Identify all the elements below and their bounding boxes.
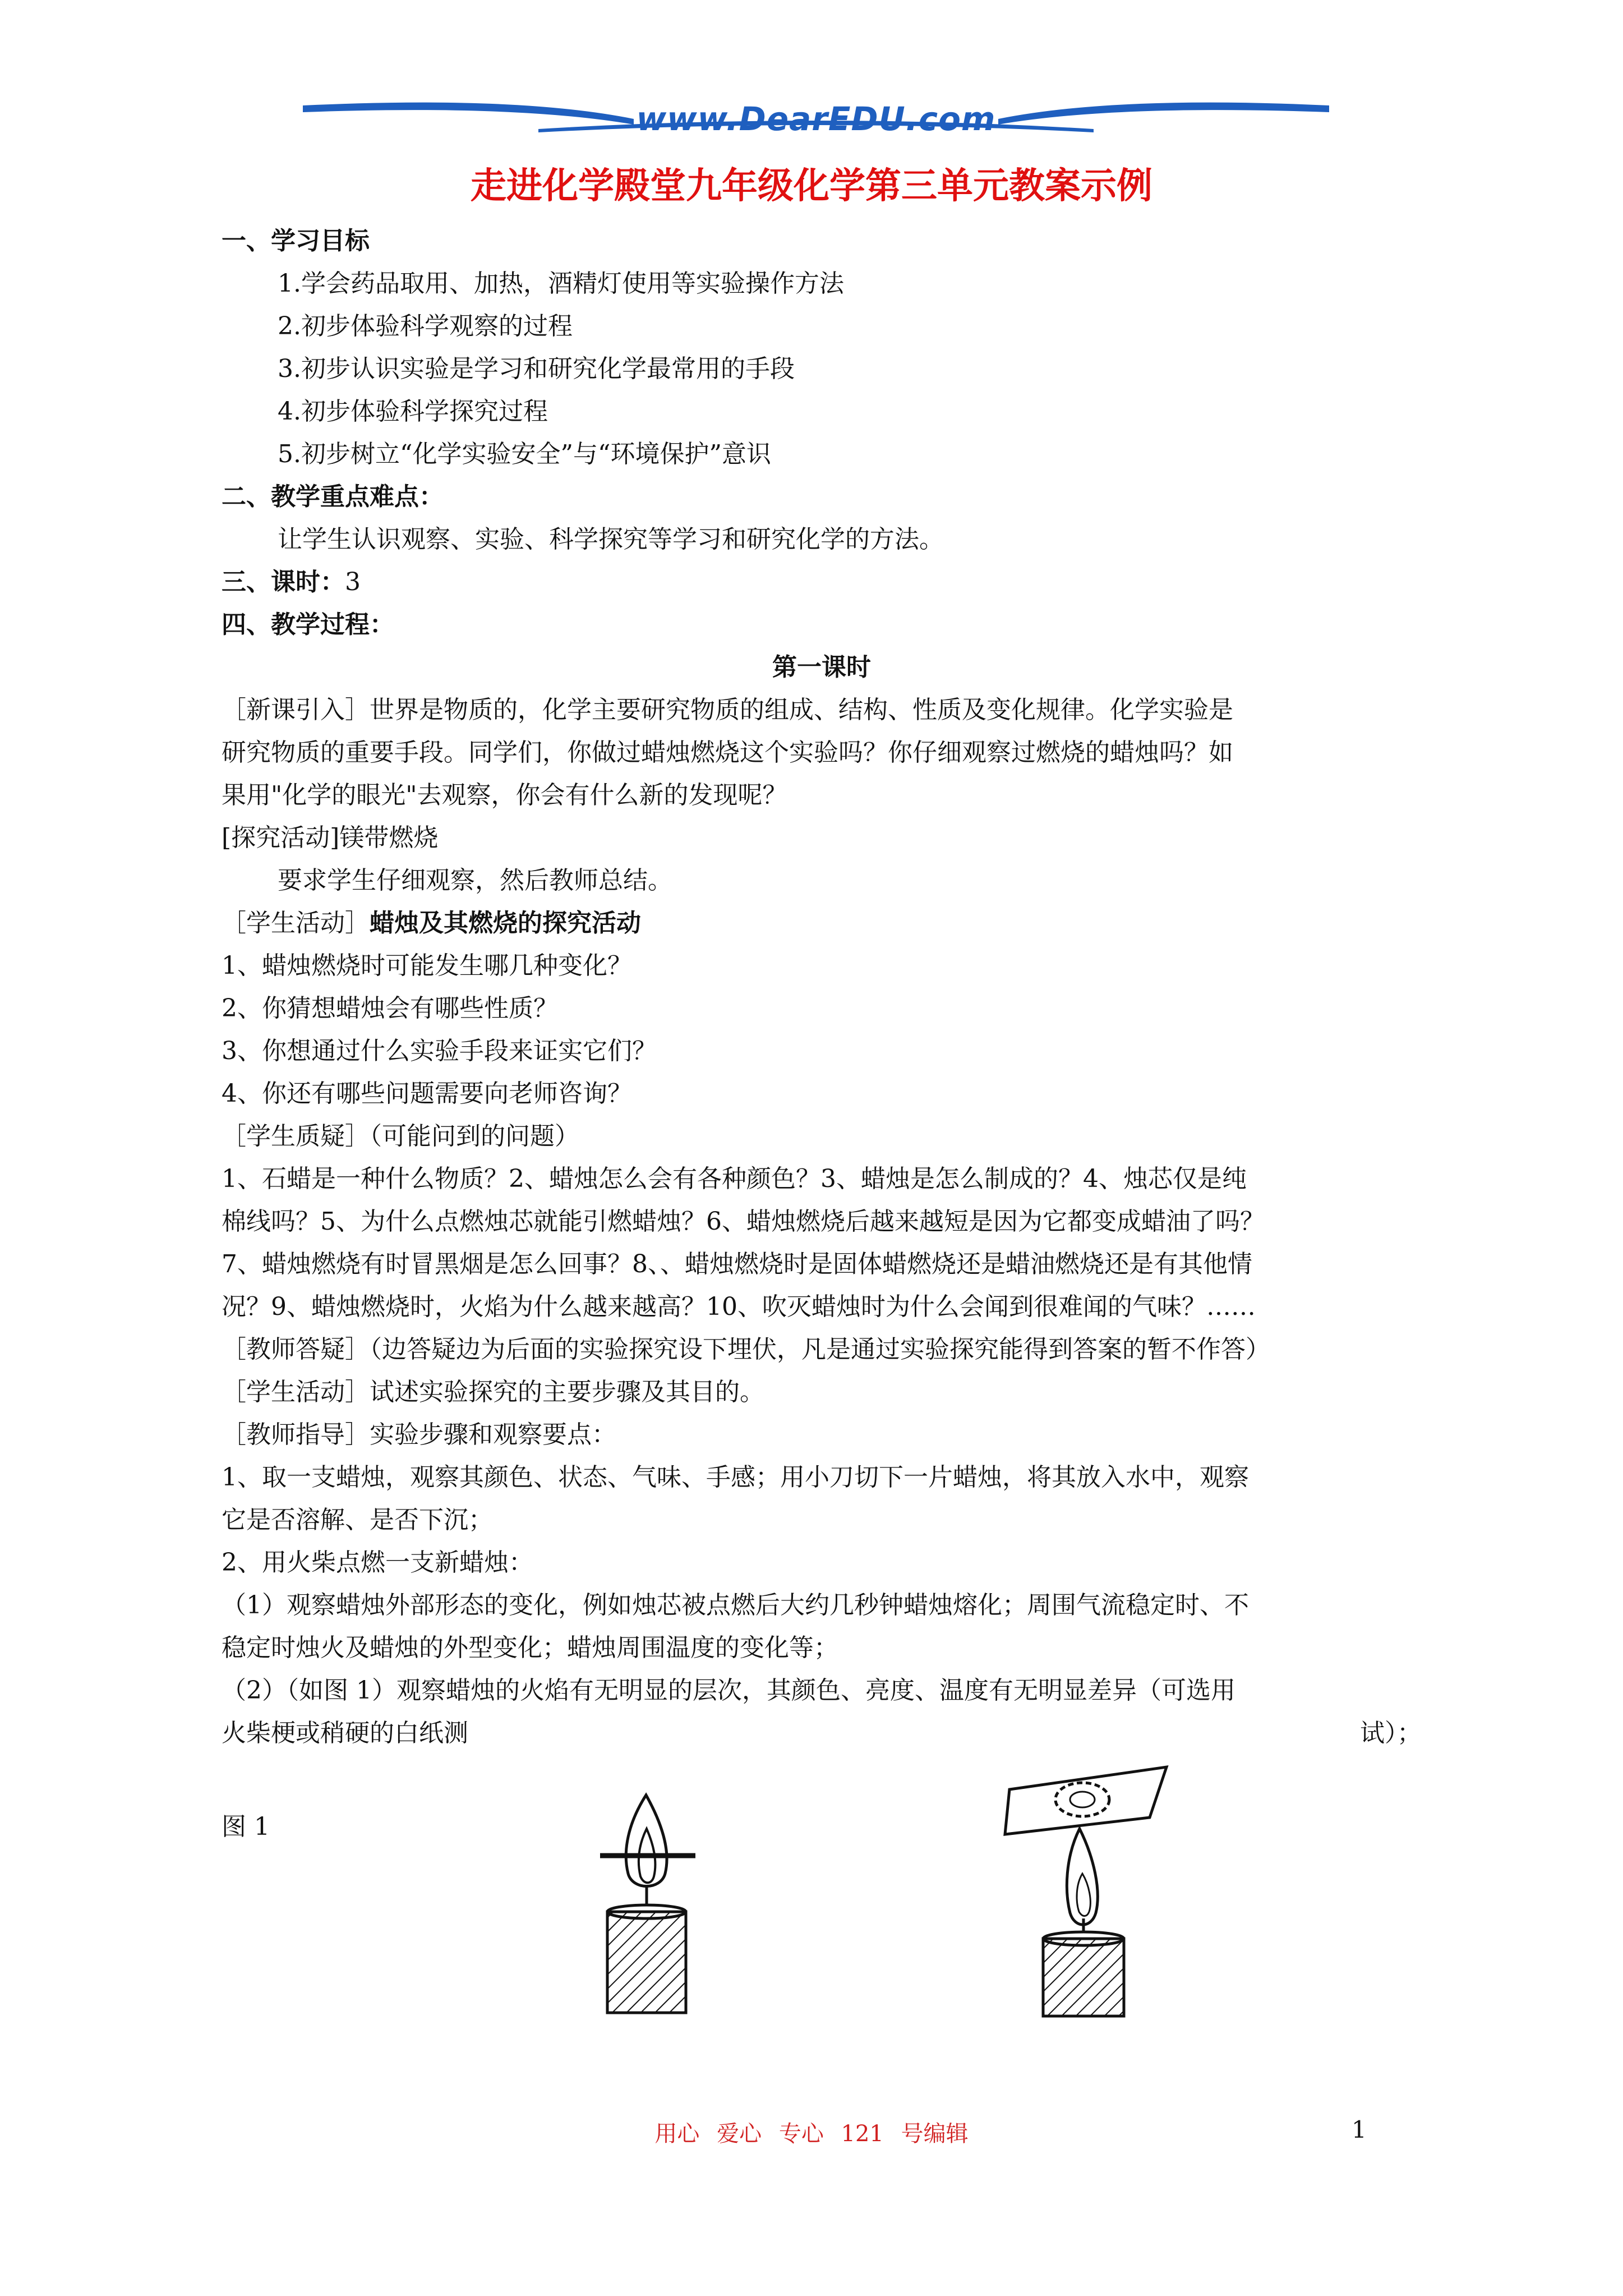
- explore-activity: [探究活动]镁带燃烧: [222, 823, 439, 852]
- candle-with-paper-illustration: [998, 1750, 1178, 2022]
- step-line: 它是否溶解、是否下沉；: [222, 1506, 493, 1534]
- student-activity-topic: 蜡烛及其燃烧的探究活动: [370, 909, 641, 937]
- objective-item: 1.学会药品取用、加热，酒精灯使用等实验操作方法: [278, 269, 844, 298]
- candle-with-matchstick-illustration: [583, 1784, 712, 2022]
- objective-item: 2.初步体验科学观察的过程: [278, 312, 573, 341]
- objective-item: 4.初步体验科学探究过程: [278, 397, 548, 426]
- step-line-left: 火柴梗或稍硬的白纸测: [222, 1719, 468, 1747]
- explore-detail: 要求学生仔细观察，然后教师总结。: [278, 866, 672, 895]
- question-item: 1、蜡烛燃烧时可能发生哪几种变化？: [222, 951, 632, 980]
- question-item: 2、你猜想蜡烛会有哪些性质？: [222, 994, 558, 1023]
- step-line-split: [222, 1712, 1422, 1755]
- student-doubt: ［学生质疑］（可能问到的问题）: [222, 1122, 579, 1151]
- key-points-text: 让学生认识观察、实验、科学探究等学习和研究化学的方法。: [278, 525, 944, 554]
- site-banner: [303, 90, 1329, 157]
- page-footer: 用心 爱心 专心 121 号编辑: [654, 2121, 969, 2147]
- question-item: 4、你还有哪些问题需要向老师咨询？: [222, 1079, 632, 1108]
- objective-item: 5.初步树立“化学实验安全”与“环境保护”意识: [278, 440, 771, 468]
- lesson-title: 第一课时: [772, 653, 871, 682]
- section-heading-key-points: 二、教学重点难点：: [222, 482, 444, 511]
- teacher-guide: ［教师指导］实验步骤和观察要点：: [222, 1420, 616, 1449]
- student-activity: [222, 902, 1422, 945]
- teacher-answer: ［教师答疑］（边答疑边为后面的实验探究设下埋伏，凡是通过实验探究能得到答案的暂不作答）: [222, 1335, 1270, 1364]
- student-activity-2: ［学生活动］试述实验探究的主要步骤及其目的。: [222, 1378, 764, 1406]
- step-line: 稳定时烛火及蜡烛的外型变化；蜡烛周围温度的变化等；: [222, 1634, 838, 1662]
- step-line: 1、取一支蜡烛，观察其颜色、状态、气味、手感；用小刀切下一片蜡烛，将其放入水中，观察: [222, 1463, 1249, 1492]
- step-line: （1）观察蜡烛外部形态的变化，例如烛芯被点燃后大约几秒钟蜡烛熔化；周围气流稳定时、不: [222, 1591, 1249, 1619]
- figure-label: 图 1: [222, 1812, 270, 1841]
- student-activity-prefix: ［学生活动］: [222, 909, 370, 937]
- step-line: 2、用火柴点燃一支新蜡烛：: [222, 1548, 533, 1577]
- doubt-line: 7、蜡烛燃烧有时冒黑烟是怎么回事？8、、蜡烛燃烧时是固体蜡燃烧还是蜡油燃烧还是有其他情: [222, 1250, 1252, 1278]
- section-heading-class-hours: 三、课时：: [222, 568, 345, 596]
- page-number: 1: [1352, 2116, 1367, 2143]
- doubt-line: 况？9、蜡烛燃烧时，火焰为什么越来越高？10、吹灭蜡烛时为什么会闻到很难闻的气味？……: [222, 1292, 1256, 1321]
- intro-line: ［新课引入］世界是物质的，化学主要研究物质的组成、结构、性质及变化规律。化学实验是: [222, 696, 1233, 724]
- document-title: 走进化学殿堂九年级化学第三单元教案示例: [471, 165, 1152, 207]
- intro-line: 果用"化学的眼光"去观察，你会有什么新的发现呢？: [222, 781, 787, 809]
- step-line: （2）（如图 1）观察蜡烛的火焰有无明显的层次，其颜色、亮度、温度有无明显差异（可选用: [222, 1676, 1235, 1705]
- objective-item: 3.初步认识实验是学习和研究化学最常用的手段: [278, 355, 795, 383]
- section-class-hours: [222, 561, 1422, 604]
- intro-line: 研究物质的重要手段。同学们，你做过蜡烛燃烧这个实验吗？你仔细观察过燃烧的蜡烛吗？如: [222, 738, 1233, 767]
- doubt-line: 1、石蜡是一种什么物质？2、蜡烛怎么会有各种颜色？3、蜡烛是怎么制成的？4、烛芯仅是纯: [222, 1165, 1247, 1193]
- doubt-line: 棉线吗？5、为什么点燃烛芯就能引燃蜡烛？6、蜡烛燃烧后越来越短是因为它都变成蜡油了吗？: [222, 1207, 1265, 1236]
- class-hours-value: 3: [345, 568, 361, 596]
- section-heading-process: 四、教学过程：: [222, 610, 394, 639]
- site-url: www.DearEDU.com: [636, 100, 996, 138]
- section-heading-objectives: 一、学习目标: [222, 227, 370, 255]
- document-body: [222, 220, 1422, 1755]
- question-item: 3、你想通过什么实验手段来证实它们？: [222, 1037, 657, 1065]
- step-line-right: 试）；: [1360, 1719, 1422, 1747]
